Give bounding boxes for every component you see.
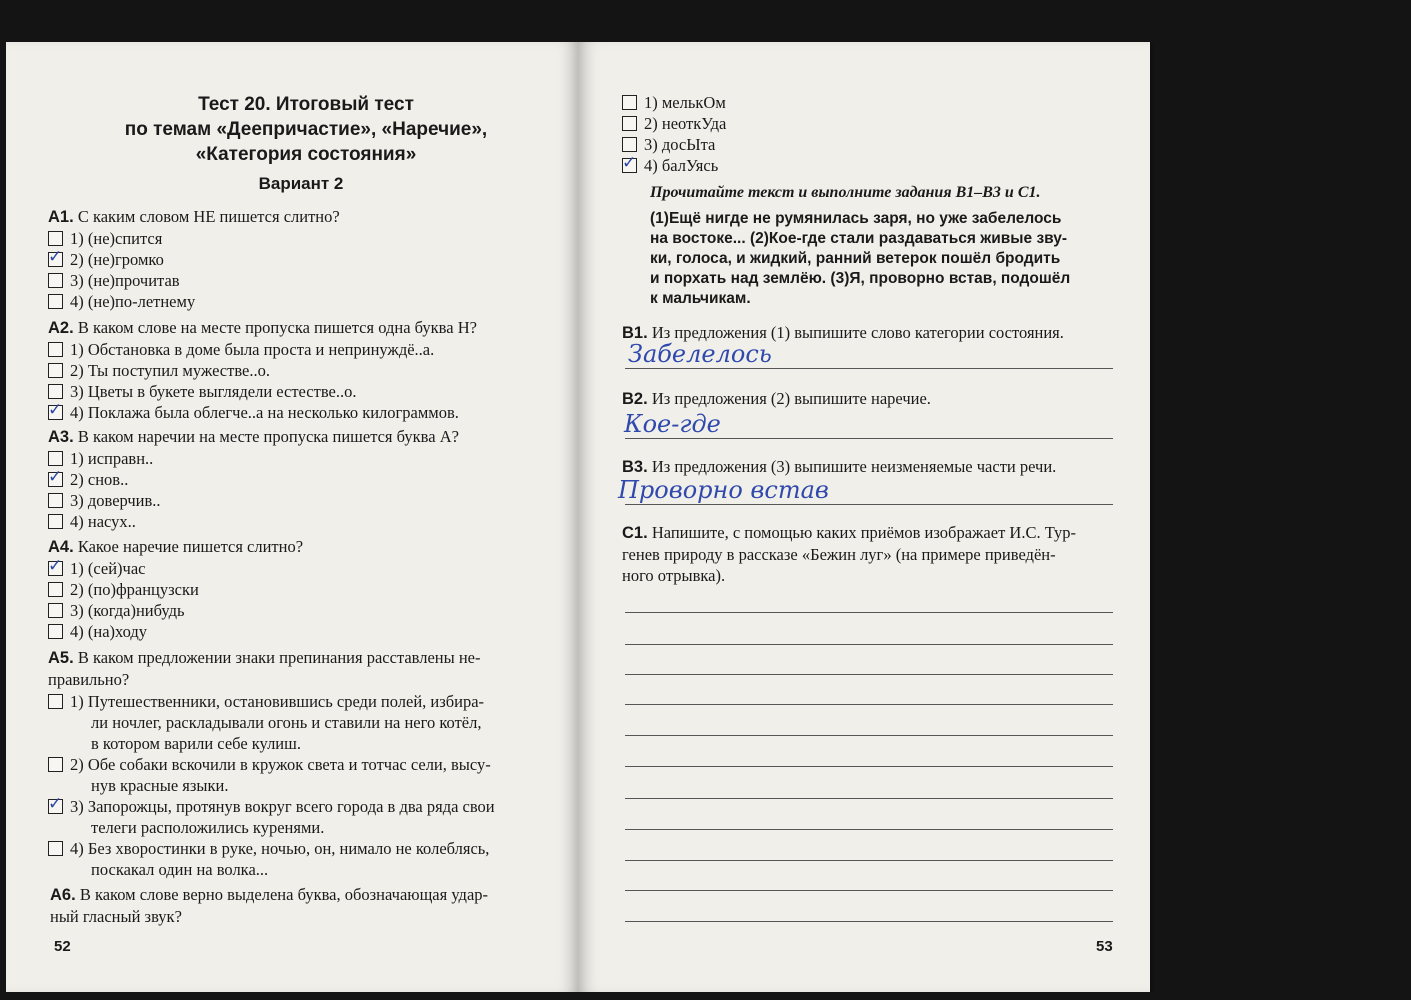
checkmark-icon: ✓ [48,556,63,576]
answer-line [625,704,1113,705]
question-b2: В2. Из предложения (2) выпишите наречие. [622,389,931,408]
option[interactable]: 4) Без хворостинки в руке, ночью, он, нимало не колеблясь, поскакал один на волка... [48,838,558,880]
answer-line [625,798,1113,799]
checkmark-icon: ✓ [622,153,637,173]
checkbox[interactable] [48,384,63,399]
page-number: 53 [1096,938,1113,955]
checkmark-icon: ✓ [48,467,63,487]
question-a5: А5. В каком предложении знаки препинания расставлены не- правильно? 1) Путешественники, остановившись среди полей, избира- ли ночлег, раскладывали огонь и ставили на него котёл, в котором варили себе кулиш. 2) Обе собаки вскочили в кружок света и тотчас сели, высу- нув красные языки. ✓ 3) Запорожцы, протянув вокруг всего города в два ряда свои телеги расположились куренями. 4) Без хворостинки в руке, ночью, он, нимало не колеблясь, поскакал один на волка... [48,647,558,880]
checkbox[interactable] [48,757,63,772]
question-a3: А3. В каком наречии на месте пропуска пишется буква А? 1) исправн.. ✓ 2) снов.. 3) доверчив.. 4) насух.. [48,426,548,532]
option[interactable]: 4) (на)ходу [48,621,548,642]
option[interactable]: 3) (когда)нибудь [48,600,548,621]
checkbox[interactable] [48,231,63,246]
checkmark-icon: ✓ [48,400,63,420]
checkbox[interactable] [48,841,63,856]
page-number: 52 [54,938,71,955]
checkbox[interactable] [622,116,637,131]
checkbox[interactable] [48,514,63,529]
checkbox[interactable] [48,400,63,420]
option[interactable]: ✓ 4) Поклажа была облегче..а на несколько килограммов. [48,400,459,422]
checkbox[interactable] [48,363,63,378]
answer-line [625,890,1113,891]
question-b3: В3. Из предложения (3) выпишите неизменяемые части речи. [622,457,1057,476]
answer-line [625,860,1113,861]
question-a1: А1. С каким словом НЕ пишется слитно? 1) (не)спится ✓ 2) (не)громко 3) (не)прочитав 4) (не)по-летнему [48,206,548,312]
option[interactable]: 4) (не)по-летнему [48,291,548,312]
option[interactable]: 3) (не)прочитав [48,270,548,291]
checkmark-icon: ✓ [48,247,63,267]
option[interactable]: ✓ 1) (сей)час [48,556,146,578]
answer-line [625,674,1113,675]
page-edge-shadow [1150,42,1156,992]
answer-line [625,921,1113,922]
test-title: Тест 20. Итоговый тест по темам «Деепричастие», «Наречие», «Категория состояния» [124,94,488,165]
reading-text: (1)Ещё нигде не румянилась заря, но уже забелелось на востоке... (2)Кое-где стали раздаваться живые зву- ки, голоса, и жидкий, ранний ветерок пошёл бродить и порхать над землёю. (3)Я, проворно встав, подошёл к мальчикам. [650,210,1071,307]
right-page [578,42,1150,992]
instruction: Прочитайте текст и выполните задания В1–В3 и С1. [650,184,1041,201]
checkmark-icon: ✓ [48,794,63,814]
option[interactable]: ✓ 2) (не)громко [48,247,164,269]
option[interactable]: 1) (не)спится [48,228,548,249]
answer-line [625,438,1113,439]
option[interactable]: 3) досЫта [622,134,922,155]
checkbox[interactable] [48,794,63,814]
answer-line [625,644,1113,645]
option[interactable]: 1) исправн.. [48,448,548,469]
answer-line [625,504,1113,505]
checkbox[interactable] [48,694,63,709]
checkbox[interactable] [48,582,63,597]
option[interactable]: 2) неоткУда [622,113,922,134]
left-page [6,42,578,992]
question-a4: А4. Какое наречие пишется слитно? ✓ 1) (сей)час 2) (по)французски 3) (когда)нибудь 4) (на)ходу [48,536,548,642]
option[interactable]: 1) Обстановка в доме была проста и непринуждё..а. [48,339,558,360]
checkbox[interactable] [48,624,63,639]
answer-b1[interactable]: Забелелось [628,340,772,368]
option[interactable]: 4) насух.. [48,511,548,532]
question-a2: А2. В каком слове на месте пропуска пишется одна буква Н? 1) Обстановка в доме была проста и непринуждё..а. 2) Ты поступил мужестве..о. 3) Цветы в букете выглядели естестве..о. ✓ 4) Поклажа была облегче..а на несколько килограммов. [48,317,558,423]
answer-line [625,735,1113,736]
a6-options [622,92,922,176]
checkbox[interactable] [48,273,63,288]
checkbox[interactable] [622,153,637,173]
option[interactable]: 2) Ты поступил мужестве..о. [48,360,558,381]
checkbox[interactable] [48,451,63,466]
answer-line [625,766,1113,767]
checkbox[interactable] [48,556,63,576]
question-a6: А6. В каком слове верно выделена буква, обозначающая удар- ный гласный звук? [50,885,489,926]
answer-line [625,368,1113,369]
option[interactable]: ✓ 2) снов.. [48,467,129,489]
answer-b2[interactable]: Кое-где [624,410,721,438]
option[interactable]: ✓ 3) Запорожцы, протянув вокруг всего города в два ряда свои телеги расположились куренями. [48,794,495,837]
variant-label: Вариант 2 [258,174,344,193]
question-c1: С1. Напишите, с помощью каких приёмов изображает И.С. Тур- генев природу в рассказе «Бежин луг» (на примере приведён- ного отрывка). [622,523,1076,585]
option[interactable]: 3) Цветы в букете выглядели естестве..о. [48,381,558,402]
option[interactable]: 1) Путешественники, остановившись среди полей, избира- ли ночлег, раскладывали огонь и ставили на него котёл, в котором варили себе кулиш. [48,691,558,754]
answer-line [625,829,1113,830]
checkbox[interactable] [48,294,63,309]
answer-b3[interactable]: Проворно встав [618,476,829,504]
checkbox[interactable] [48,247,63,267]
question-b1: В1. Из предложения (1) выпишите слово категории состояния. [622,323,1064,342]
checkbox[interactable] [48,342,63,357]
checkbox[interactable] [48,493,63,508]
option[interactable]: ✓ 4) балУясь [622,153,719,175]
checkbox[interactable] [48,603,63,618]
checkbox[interactable] [622,95,637,110]
option[interactable]: 2) Обе собаки вскочили в кружок света и тотчас сели, высу- нув красные языки. [48,754,558,796]
checkbox[interactable] [48,467,63,487]
option[interactable]: 2) (по)французски [48,579,548,600]
checkbox[interactable] [622,137,637,152]
option[interactable]: 1) мелькОм [622,92,922,113]
answer-line [625,612,1113,613]
option[interactable]: 3) доверчив.. [48,490,548,511]
